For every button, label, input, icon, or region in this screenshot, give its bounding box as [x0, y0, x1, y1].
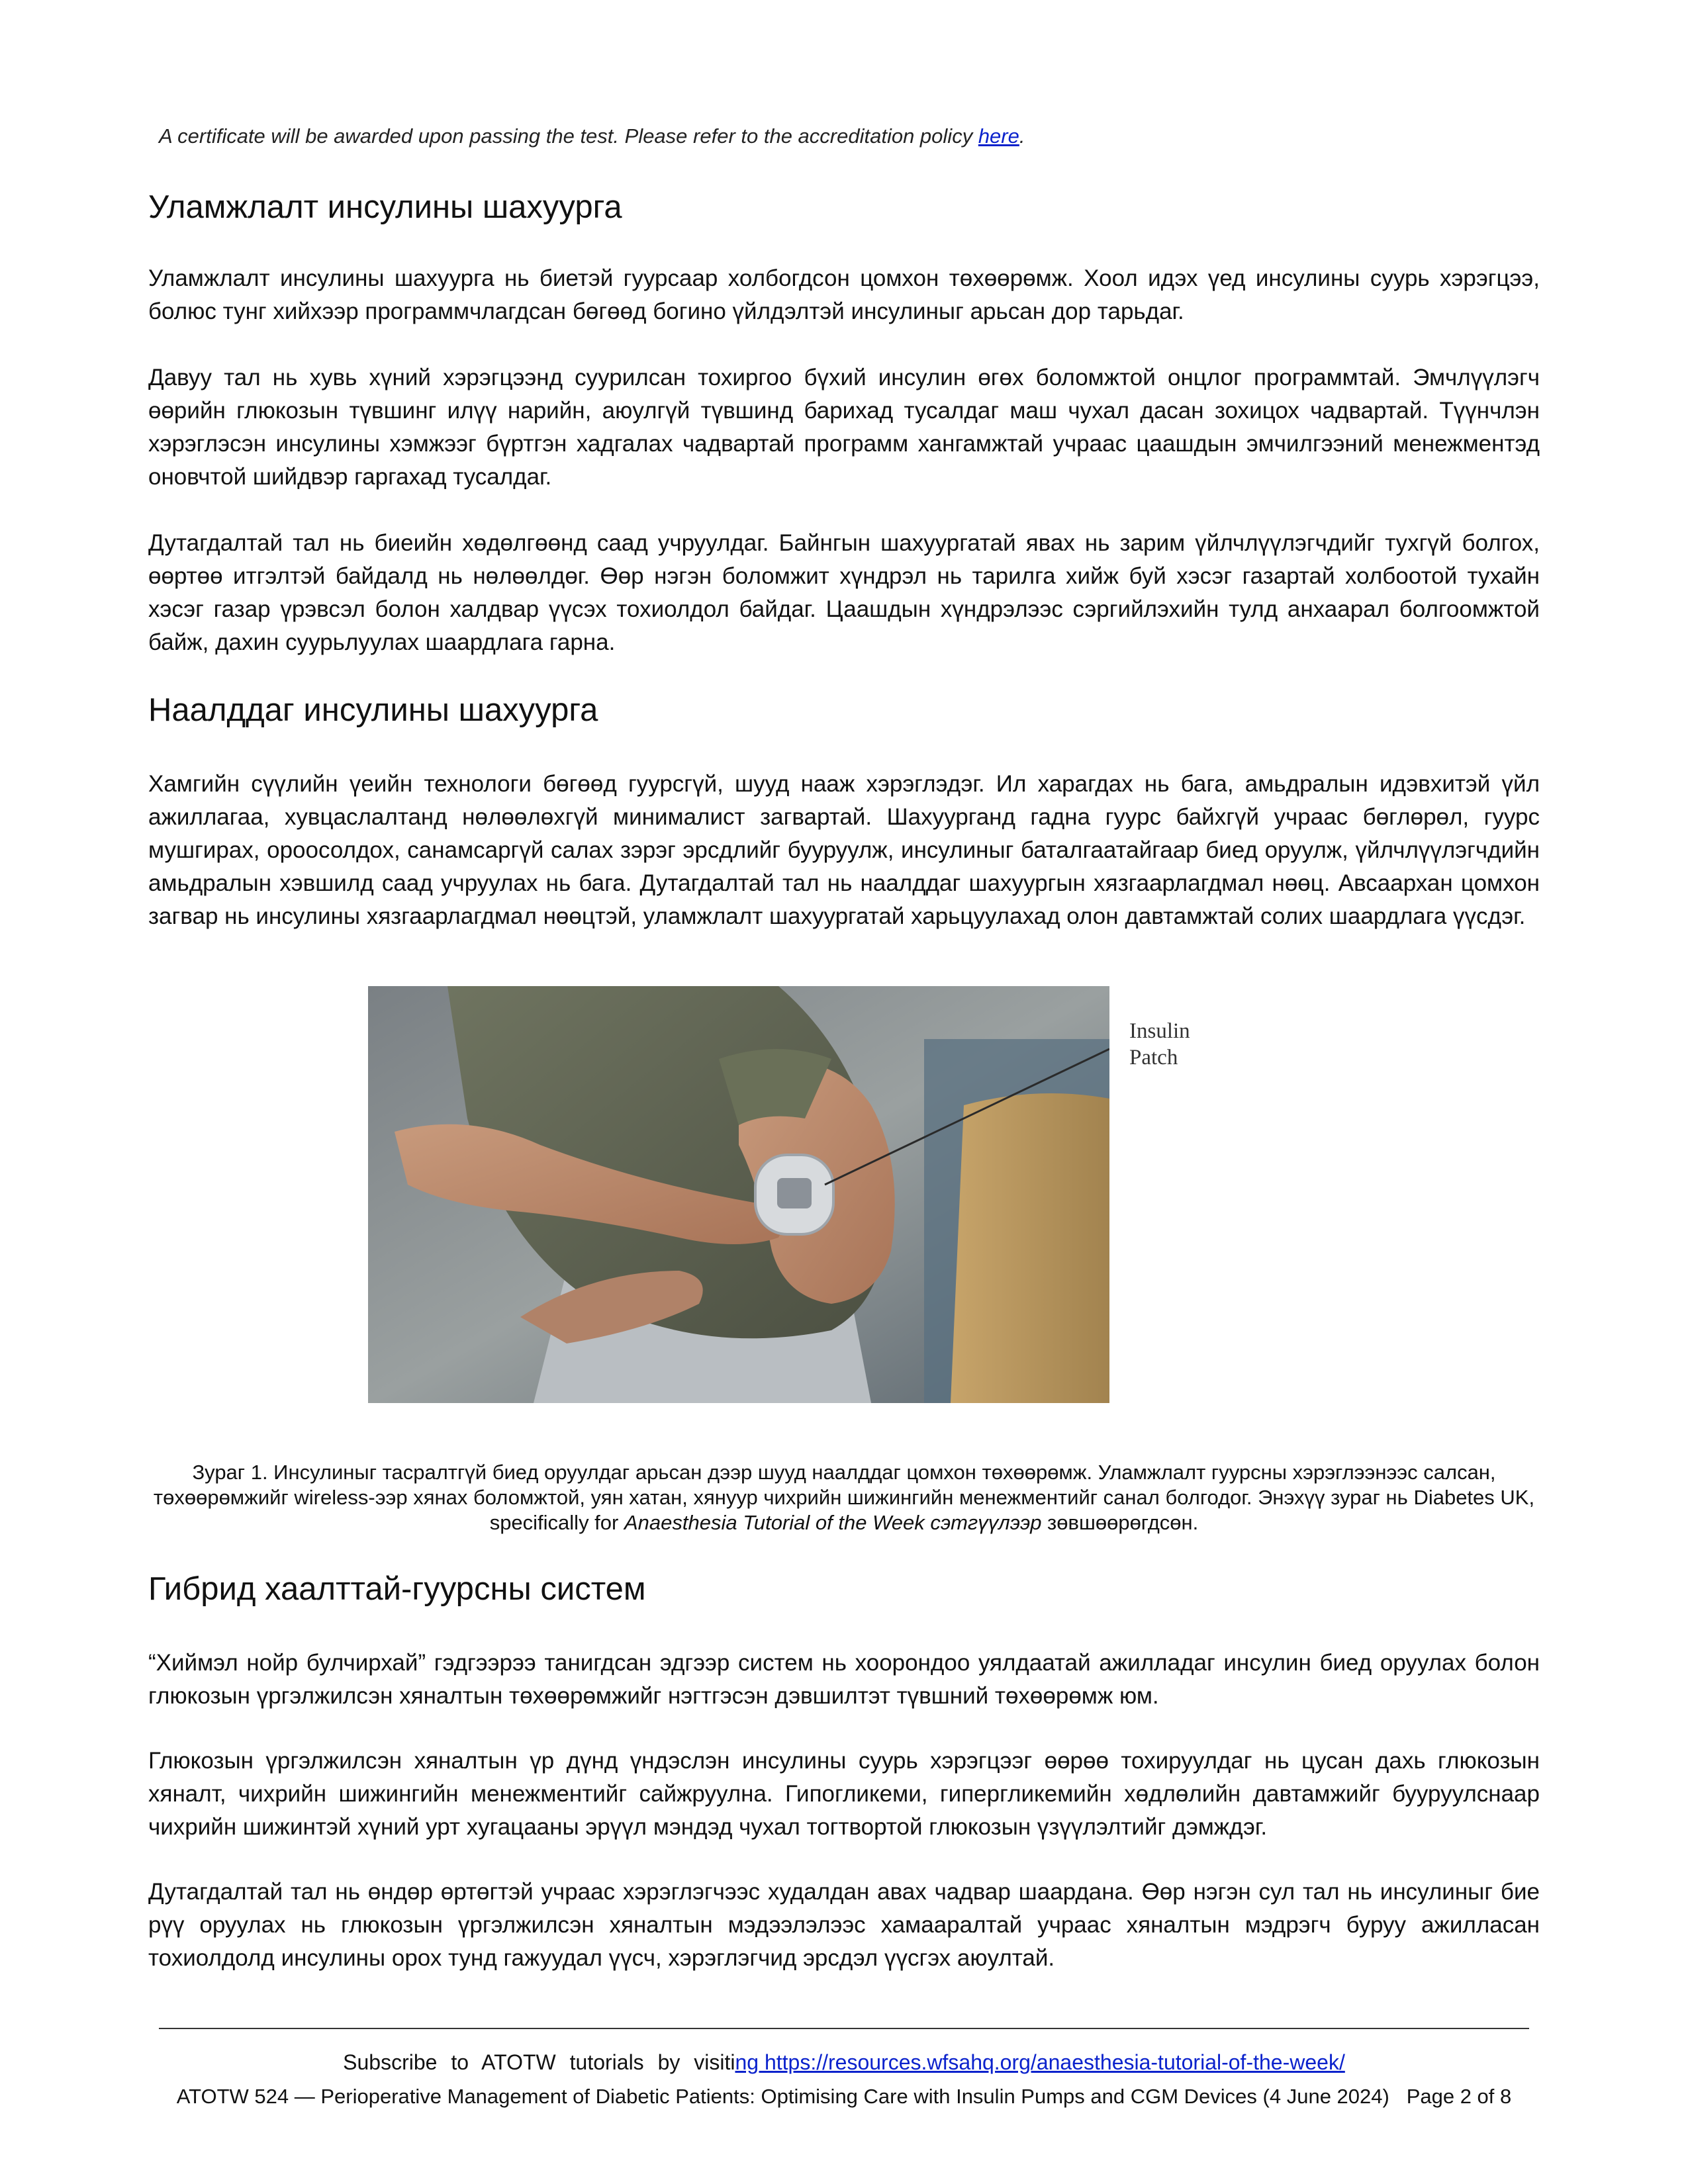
- section-heading-patch-pump: Наалддаг инсулины шахуурга: [148, 692, 598, 728]
- caption-text-end: зөвшөөрөгдсөн.: [1041, 1511, 1199, 1534]
- caption-italic-text: Anaesthesia Tutorial of the Week сэтгүүлээр: [624, 1511, 1042, 1534]
- insulin-patch-photo-illustration: [368, 986, 1109, 1403]
- insulin-patch-photo: [368, 986, 1109, 1403]
- footer-subscribe-link[interactable]: ng https://resources.wfsahq.org/anaesthesia-tutorial-of-the-week/: [735, 2050, 1345, 2074]
- footer-subscribe: [0, 2050, 1688, 2075]
- paragraph-conventional-disadvantages: Дутагдалтай тал нь биеийн хөдөлгөөнд саад учруулдаг. Байнгын шахуургатай явах нь зарим үйлчлүүлэгчдийг тухгүй болгох, өөртөө итгэлтэй байдалд нь нөлөөлдөг. Өөр нэгэн боломжит хүндрэл нь тарилга хийж буй хэсэг газартай холбоотой тухайн хэсэг газар үрэвсэл болон халдвар үүсэх тохиолдол байдаг. Цаашдын хүндрэлээс сэргийлэхийн тулд анхаарал болгоомжтой байж, дахин суурьлуулах шаардлага гарна.: [148, 530, 1540, 655]
- paragraph-hybrid-disadvantages: Дутагдалтай тал нь өндөр өртөгтэй учраас хэрэглэгчээс худалдан авах чадвар шаардана. Өөр нэгэн сул тал нь инсулиныг бие рүү оруулах нь глюкозын үргэлжилсэн хяналтын мэдээлэлээс хамааралтай учраас хяналтын мэдрэгч буруу ажилласан тохиолдолд инсулины орох тунд гажуудал үүсч, хэрэглэгчид эрсдэл үүсгэх аюултай.: [148, 1879, 1540, 1971]
- certificate-end: .: [1019, 124, 1025, 148]
- certificate-text: A certificate will be awarded upon passing the test. Please refer to the accreditation policy: [159, 124, 978, 148]
- paragraph-patch-pump: Хамгийн сүүлийн үеийн технологи бөгөөд гуурсгүй, шууд нааж хэрэглэдэг. Ил харагдах нь бага, амьдралын идэвхитэй үйл ажиллагаа, хувцаслалтанд нөлөөлөхгүй минималист загвартай. Шахуурганд гадна гуурс байхгүй учраас бөглөрөл, гуурс мушгирах, ороосолдох, санамсаргүй салах зэрэг эрсдлийг бууруулж, инсулиныг баталгаатайгаар биед оруулж, үйлчлүүлэгчдийн амьдралын хэвшилд саад учруулах нь бага. Дутагдалтай тал нь наалддаг шахуургын хязгаарлагдмал нөөц. Авсаархан цомхон загвар нь инсулины хязгаарлагдмал нөөцтэй, уламжлалт шахуургатай харьцуулахад олон давтамжтай солих шаардлага үүсдэг.: [148, 771, 1540, 929]
- certificate-note: [159, 124, 1536, 148]
- paragraph-conventional-advantages: Давуу тал нь хувь хүний хэрэгцээнд суурилсан тохиргоо бүхий инсулин өгөх боломжтой онцлог программтай. Эмчлүүлэгч өөрийн глюкозын түвшинг илүү нарийн, аюулгүй түвшинд барихад тусалдаг маш чухал дасан зохицох чадвартай. Түүнчлэн хэрэглэсэн инсулины хэмжээг бүртгэн хадгалах чадвартай программ хангамжтай учраас цаашдын эмчилгээний менежментэд оновчтой шийдвэр гаргахад тусалдаг.: [148, 365, 1540, 490]
- figure-caption: [152, 1460, 1536, 1535]
- footer-citation: ATOTW 524 — Perioperative Management of Diabetic Patients: Optimising Care with Insulin Pumps and CGM Devices (4 June 2024): [176, 2085, 1389, 2108]
- insulin-patch-label-line2: Patch: [1129, 1046, 1178, 1069]
- insulin-patch-label: [1129, 1018, 1202, 1071]
- caption-text: Зураг 1. Инсулиныг тасралтгүй биед оруулдаг арьсан дээр шууд наалддаг цомхон төхөөрөмж. Уламжлалт гуурсны хэрэглээнээс салсан, төхөөрөмжийг wireless-ээр хянах боломжтой, уян хатан, хянуур чихрийн шижингийн менежментийг санал болгодог. Энэхүү зураг нь Diabetes UK, specifically for: [153, 1461, 1535, 1534]
- section-heading-conventional-pump: Уламжлалт инсулины шахуурга: [148, 189, 622, 225]
- paragraph-hybrid-intro: “Хиймэл нойр булчирхай” гэдгээрээ танигдсан эдгээр систем нь хоорондоо уялдаатай ажилладаг инсулин биед оруулах болон глюкозын үргэлжилсэн хяналтын төхөөрөмжийг нэгтгэсэн дэвшилтэт түвшний төхөөрөмж юм.: [148, 1650, 1540, 1709]
- footer-meta: [0, 2085, 1688, 2109]
- section-heading-hybrid-closed-loop: Гибрид хаалттай-гуурсны систем: [148, 1571, 646, 1607]
- paragraph-conventional-intro: Уламжлалт инсулины шахуурга нь биетэй гуурсаар холбогдсон цомхон төхөөрөмж. Хоол идэх үед инсулины суурь хэрэгцээ, болюс тунг хийхээр программчлагдсан бөгөөд богино үйлдэлтэй инсулиныг арьсан дор тарьдаг.: [148, 265, 1540, 324]
- figure-insulin-patch: [368, 986, 1199, 1403]
- accreditation-policy-link[interactable]: here: [978, 124, 1019, 148]
- page-number: Page 2 of 8: [1406, 2085, 1512, 2108]
- footer-divider: [159, 2028, 1529, 2029]
- insulin-patch-label-line1: Insulin: [1129, 1019, 1190, 1043]
- footer-subscribe-text: Subscribe to ATOTW tutorials by visiti: [343, 2050, 735, 2074]
- paragraph-hybrid-advantages: Глюкозын үргэлжилсэн хяналтын үр дүнд үндэслэн инсулины суурь хэрэгцээг өөрөө тохируулдаг нь цусан дахь глюкозын хяналт, чихрийн шижингийн менежментийг сайжруулна. Гипогликеми, гипергликемийн хөдлөлийн давтамжийг бууруулснаар чихрийн шижинтэй хүний урт хугацааны эрүүл мэндэд чухал тогтвортой глюкозын үзүүлэлтийг дэмждэг.: [148, 1748, 1540, 1840]
